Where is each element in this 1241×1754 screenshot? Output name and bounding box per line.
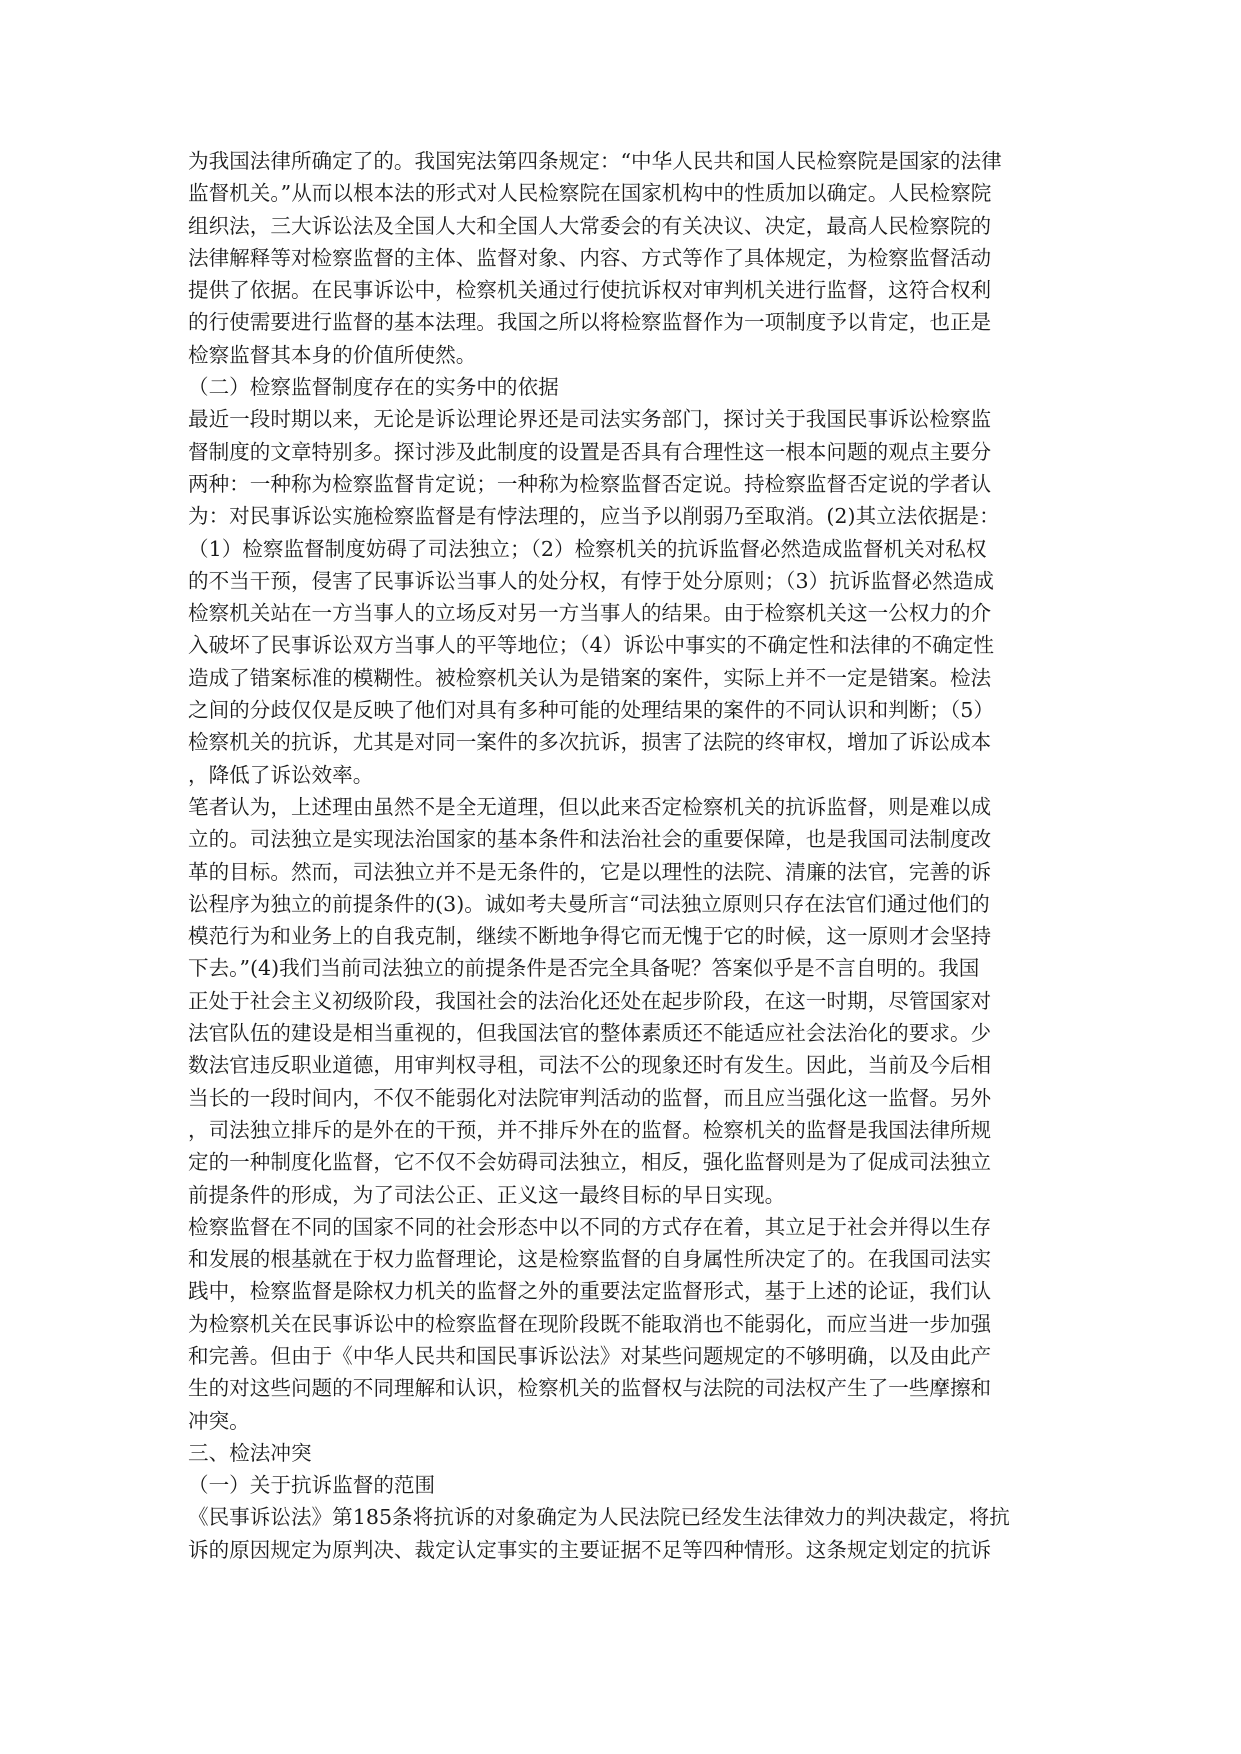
- text-line: 的行使需要进行监督的基本法理。我国之所以将检察监督作为一项制度予以肯定，也正是: [188, 310, 992, 335]
- text-line: 的不当干预，侵害了民事诉讼当事人的处分权，有悖于处分原则；（3）抗诉监督必然造成: [188, 568, 994, 593]
- text-line: 造成了错案标准的模糊性。被检察机关认为是错案的案件，实际上并不一定是错案。检法: [188, 665, 992, 690]
- text-line: 三、检法冲突: [188, 1440, 312, 1465]
- text-line: 为检察机关在民事诉讼中的检察监督在现阶段既不能取消也不能弱化，而应当进一步加强: [188, 1311, 992, 1336]
- text-line: 《民事诉讼法》第185条将抗诉的对象确定为人民法院已经发生法律效力的判决裁定，将抗: [188, 1505, 1010, 1530]
- text-line: （二）检察监督制度存在的实务中的依据: [188, 375, 559, 400]
- text-line: 为：对民事诉讼实施检察监督是有悖法理的，应当予以削弱乃至取消。(2)其立法依据是：: [188, 504, 1000, 529]
- text-line: 定的一种制度化监督，它不仅不会妨碍司法独立，相反，强化监督则是为了促成司法独立: [188, 1150, 992, 1175]
- text-line: 冲突。: [188, 1408, 250, 1433]
- text-line: 督制度的文章特别多。探讨涉及此制度的设置是否具有合理性这一根本问题的观点主要分: [188, 439, 992, 464]
- text-line: ，司法独立排斥的是外在的干预，并不排斥外在的监督。检察机关的监督是我国法律所规: [188, 1117, 992, 1142]
- text-line: 下去。”(4)我们当前司法独立的前提条件是否完全具备呢？答案似乎是不言自明的。我国: [188, 956, 980, 981]
- text-line: 检察机关的抗诉，尤其是对同一案件的多次抗诉，损害了法院的终审权，增加了诉讼成本: [188, 730, 992, 755]
- text-line: 组织法，三大诉讼法及全国人大和全国人大常委会的有关决议、决定，最高人民检察院的: [188, 213, 992, 238]
- text-line: 践中，检察监督是除权力机关的监督之外的重要法定监督形式，基于上述的论证，我们认: [188, 1279, 992, 1304]
- text-line: 之间的分歧仅仅是反映了他们对具有多种可能的处理结果的案件的不同认识和判断；（5）: [188, 698, 994, 723]
- text-line: 笔者认为，上述理由虽然不是全无道理，但以此来否定检察机关的抗诉监督，则是难以成: [188, 794, 992, 819]
- text-line: 提供了依据。在民事诉讼中，检察机关通过行使抗诉权对审判机关进行监督，这符合权利: [188, 278, 992, 303]
- text-line: 诉的原因规定为原判决、裁定认定事实的主要证据不足等四种情形。这条规定划定的抗诉: [188, 1537, 992, 1562]
- text-line: （一）关于抗诉监督的范围: [188, 1473, 436, 1498]
- text-line: 入破坏了民事诉讼双方当事人的平等地位；（4）诉讼中事实的不确定性和法律的不确定性: [188, 633, 994, 658]
- text-line: 两种：一种称为检察监督肯定说；一种称为检察监督否定说。持检察监督否定说的学者认: [188, 471, 992, 496]
- text-line: 生的对这些问题的不同理解和认识，检察机关的监督权与法院的司法权产生了一些摩擦和: [188, 1376, 992, 1401]
- text-line: 法律解释等对检察监督的主体、监督对象、内容、方式等作了具体规定，为检察监督活动: [188, 245, 992, 270]
- text-line: 前提条件的形成，为了司法公正、正义这一最终目标的早日实现。: [188, 1182, 786, 1207]
- text-line: 讼程序为独立的前提条件的(3)。诚如考夫曼所言“司法独立原则只存在法官们通过他们的: [188, 891, 990, 916]
- text-line: 当长的一段时间内，不仅不能弱化对法院审判活动的监督，而且应当强化这一监督。另外: [188, 1085, 992, 1110]
- text-line: 革的目标。然而，司法独立并不是无条件的，它是以理性的法院、清廉的法官，完善的诉: [188, 859, 992, 884]
- text-line: ，降低了诉讼效率。: [188, 762, 374, 787]
- text-line: 法官队伍的建设是相当重视的，但我国法官的整体素质还不能适应社会法治化的要求。少: [188, 1021, 992, 1046]
- text-line: 检察机关站在一方当事人的立场反对另一方当事人的结果。由于检察机关这一公权力的介: [188, 601, 992, 626]
- text-line: 监督机关。”从而以根本法的形式对人民检察院在国家机构中的性质加以确定。人民检察院: [188, 181, 992, 206]
- text-line: 和完善。但由于《中华人民共和国民事诉讼法》对某些问题规定的不够明确，以及由此产: [188, 1343, 992, 1368]
- text-line: 检察监督其本身的价值所使然。: [188, 342, 477, 367]
- text-line: 为我国法律所确定了的。我国宪法第四条规定：“中华人民共和国人民检察院是国家的法律: [188, 149, 1002, 173]
- text-line: 正处于社会主义初级阶段，我国社会的法治化还处在起步阶段，在这一时期，尽管国家对: [188, 988, 992, 1013]
- text-line: 立的。司法独立是实现法治国家的基本条件和法治社会的重要保障，也是我国司法制度改: [188, 827, 992, 852]
- text-line: 数法官违反职业道德，用审判权寻租，司法不公的现象还时有发生。因此，当前及今后相: [188, 1053, 992, 1078]
- text-line: 最近一段时期以来，无论是诉讼理论界还是司法实务部门，探讨关于我国民事诉讼检察监: [188, 407, 992, 432]
- text-line: 和发展的根基就在于权力监督理论，这是检察监督的自身属性所决定了的。在我国司法实: [188, 1247, 992, 1272]
- text-line: 模范行为和业务上的自我克制，继续不断地争得它而无愧于它的时候，这一原则才会坚持: [188, 924, 992, 949]
- text-line: 检察监督在不同的国家不同的社会形态中以不同的方式存在着，其立足于社会并得以生存: [188, 1214, 992, 1239]
- text-line: （1）检察监督制度妨碍了司法独立；（2）检察机关的抗诉监督必然造成监督机关对私权: [188, 536, 987, 561]
- document-page: [188, 145, 1058, 1566]
